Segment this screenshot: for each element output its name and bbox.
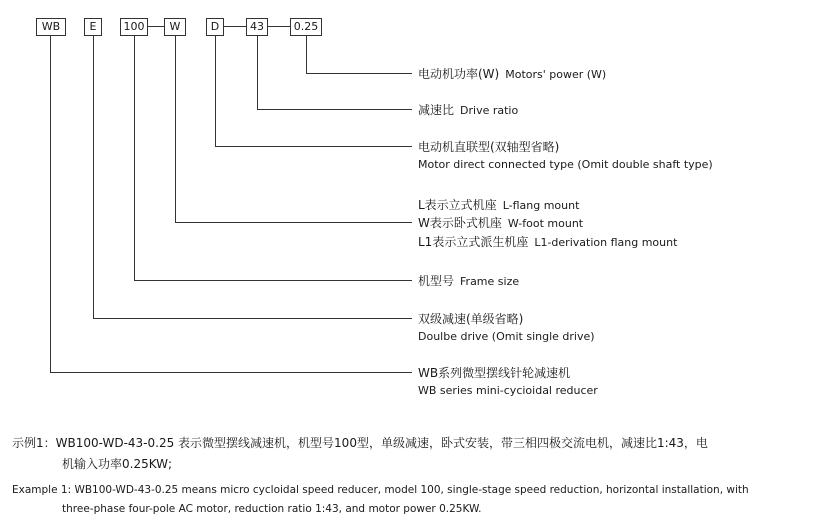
leader-hline-series	[50, 372, 412, 373]
example-cn-line1: 示例1：WB100-WD-43-0.25 表示微型摆线减速机，机型号100型，单级减速，卧式安装，带三相四极交流电机，减速比1:43，电	[12, 436, 708, 450]
legend-mount-l-cn: L表示立式机座	[418, 198, 497, 212]
legend-series-cn: WB系列微型摆线针轮减速机	[418, 366, 571, 380]
leader-hline-motor	[215, 146, 412, 147]
legend-frame-cn: 机型号	[418, 274, 455, 288]
leader-line-series	[50, 36, 51, 373]
legend-mount-l1-en: L1-derivation flang mount	[534, 236, 678, 249]
leader-hline-mount	[175, 222, 412, 223]
leader-line-power	[306, 36, 307, 74]
code-dash	[268, 26, 290, 27]
legend-mount-w-cn: W表示卧式机座	[418, 216, 502, 230]
leader-hline-ratio	[257, 109, 412, 110]
code-box-frame: 100	[120, 18, 148, 36]
leader-line-ratio	[257, 36, 258, 110]
example-cn-line2: 机输入功率0.25KW;	[62, 457, 173, 471]
legend-power	[418, 65, 606, 82]
leader-hline-drive	[93, 318, 412, 319]
code-box-series: WB	[36, 18, 66, 36]
leader-hline-power	[306, 73, 412, 74]
code-box-drive: E	[84, 18, 102, 36]
legend-drive-en: Doulbe drive (Omit single drive)	[418, 330, 595, 343]
example-en-line2: three-phase four-pole AC motor, reduction ratio 1:43, and motor power 0.25KW.	[62, 503, 482, 515]
legend-ratio-cn: 减速比	[418, 103, 455, 117]
leader-line-frame	[134, 36, 135, 281]
legend-motor-en: Motor direct connected type (Omit double shaft type)	[418, 158, 713, 171]
legend-power-cn: 电动机功率(W)	[418, 67, 500, 81]
legend-drive-cn: 双级减速(单级省略)	[418, 312, 524, 326]
legend-frame-en: Frame size	[460, 275, 520, 288]
legend-mount-w-en: W-foot mount	[507, 217, 584, 230]
legend-series-en: WB series mini-cycioidal reducer	[418, 384, 598, 397]
leader-line-mount	[175, 36, 176, 223]
leader-line-drive	[93, 36, 94, 319]
code-box-motor: D	[206, 18, 224, 36]
legend-ratio	[418, 101, 518, 118]
code-box-ratio: 43	[246, 18, 268, 36]
code-box-power: 0.25	[290, 18, 322, 36]
legend-mount-l-en: L-flang mount	[502, 199, 580, 212]
legend-motor-cn: 电动机直联型(双轴型省略)	[418, 140, 560, 154]
legend-mount-l1	[418, 233, 677, 250]
leader-hline-frame	[134, 280, 412, 281]
code-dash	[224, 26, 246, 27]
legend-power-en: Motors' power (W)	[505, 68, 607, 81]
legend-frame	[418, 272, 519, 289]
legend-mount-w	[418, 214, 583, 231]
legend-ratio-en: Drive ratio	[460, 104, 519, 117]
legend-mount-l	[418, 196, 579, 213]
code-box-mount: W	[164, 18, 186, 36]
leader-line-motor	[215, 36, 216, 147]
example-en-line1: Example 1: WB100-WD-43-0.25 means micro cycloidal speed reducer, model 100, single-stage speed reduction, horizontal installation, with	[12, 484, 749, 496]
code-dash	[148, 26, 164, 27]
legend-mount-l1-cn: L1表示立式派生机座	[418, 235, 529, 249]
